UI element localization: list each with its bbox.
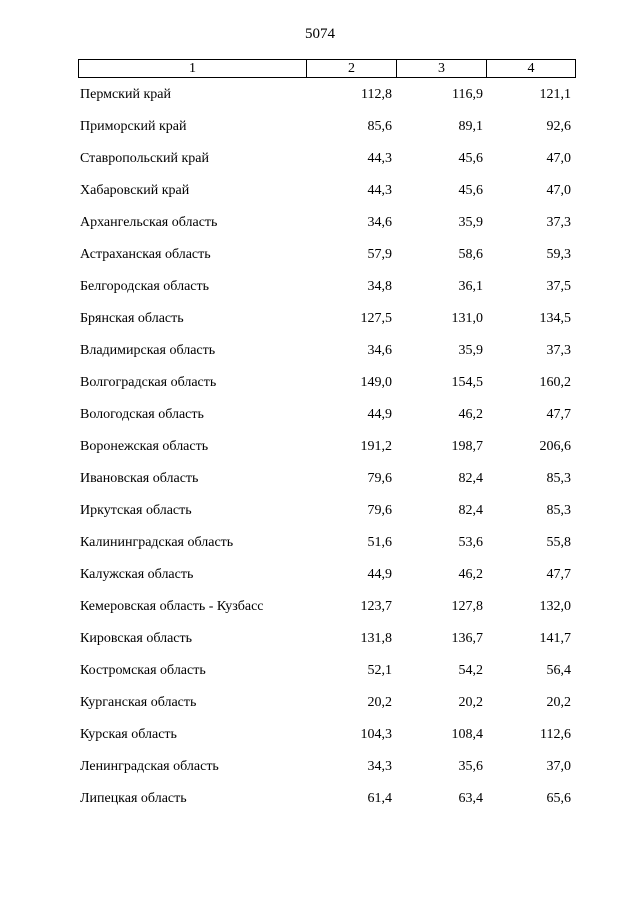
column-header-2: 2 <box>307 60 397 78</box>
value-col-4: 37,5 <box>546 279 571 294</box>
table-body <box>0 82 640 818</box>
value-col-3: 154,5 <box>451 375 483 390</box>
region-name: Приморский край <box>80 119 187 134</box>
value-col-2: 52,1 <box>367 663 392 678</box>
value-col-2: 112,8 <box>361 87 392 102</box>
value-col-2: 191,2 <box>360 439 392 454</box>
region-name: Кемеровская область - Кузбасс <box>80 599 264 614</box>
table-row <box>0 242 640 274</box>
region-name: Калужская область <box>80 567 194 582</box>
value-col-3: 45,6 <box>458 151 483 166</box>
value-col-2: 127,5 <box>360 311 392 326</box>
value-col-4: 141,7 <box>539 631 571 646</box>
table-row <box>0 786 640 818</box>
value-col-4: 65,6 <box>546 791 571 806</box>
value-col-2: 57,9 <box>367 247 392 262</box>
column-header-4: 4 <box>487 60 576 78</box>
table-row <box>0 210 640 242</box>
value-col-4: 37,3 <box>546 343 571 358</box>
region-name: Хабаровский край <box>80 183 190 198</box>
value-col-3: 82,4 <box>458 471 483 486</box>
value-col-3: 198,7 <box>451 439 483 454</box>
value-col-4: 85,3 <box>546 503 571 518</box>
value-col-2: 61,4 <box>367 791 392 806</box>
table-row <box>0 530 640 562</box>
value-col-4: 55,8 <box>546 535 571 550</box>
value-col-3: 35,9 <box>458 215 483 230</box>
value-col-4: 47,7 <box>546 567 571 582</box>
region-name: Кировская область <box>80 631 193 646</box>
value-col-3: 46,2 <box>458 407 483 422</box>
value-col-2: 34,6 <box>367 215 392 230</box>
value-col-3: 136,7 <box>451 631 483 646</box>
value-col-2: 104,3 <box>360 727 392 742</box>
value-col-2: 34,3 <box>367 759 392 774</box>
table-row <box>0 114 640 146</box>
value-col-3: 131,0 <box>451 311 483 326</box>
region-name: Астраханская область <box>80 247 211 262</box>
value-col-4: 56,4 <box>546 663 571 678</box>
column-header-row <box>79 60 576 78</box>
region-name: Курская область <box>80 727 177 742</box>
value-col-2: 79,6 <box>367 503 392 518</box>
value-col-2: 44,9 <box>367 407 392 422</box>
value-col-2: 123,7 <box>360 599 392 614</box>
value-col-4: 59,3 <box>546 247 571 262</box>
region-name: Ленинградская область <box>80 759 219 774</box>
region-name: Пермский край <box>80 87 171 102</box>
value-col-3: 46,2 <box>458 567 483 582</box>
value-col-3: 35,6 <box>458 759 483 774</box>
table-row <box>0 658 640 690</box>
value-col-4: 92,6 <box>546 119 571 134</box>
value-col-4: 134,5 <box>539 311 571 326</box>
table-row <box>0 722 640 754</box>
table-row <box>0 626 640 658</box>
region-name: Архангельская область <box>80 215 218 230</box>
column-header-table <box>78 59 576 78</box>
value-col-4: 37,3 <box>546 215 571 230</box>
value-col-3: 82,4 <box>458 503 483 518</box>
column-header-3: 3 <box>397 60 487 78</box>
region-name: Ставропольский край <box>80 151 209 166</box>
region-name: Липецкая область <box>80 791 187 806</box>
table-row <box>0 466 640 498</box>
value-col-3: 116,9 <box>452 87 483 102</box>
value-col-2: 149,0 <box>360 375 392 390</box>
region-name: Воронежская область <box>80 439 209 454</box>
value-col-4: 47,7 <box>546 407 571 422</box>
region-name: Белгородская область <box>80 279 210 294</box>
table-row <box>0 178 640 210</box>
table-row <box>0 338 640 370</box>
value-col-4: 20,2 <box>546 695 571 710</box>
page-number: 5074 <box>305 26 335 42</box>
value-col-2: 85,6 <box>367 119 392 134</box>
value-col-4: 47,0 <box>546 183 571 198</box>
region-name: Иркутская область <box>80 503 192 518</box>
value-col-3: 35,9 <box>458 343 483 358</box>
table-row <box>0 370 640 402</box>
region-name: Вологодская область <box>80 407 204 422</box>
value-col-4: 85,3 <box>546 471 571 486</box>
region-name: Калининградская область <box>80 535 234 550</box>
value-col-4: 112,6 <box>540 727 571 742</box>
value-col-3: 20,2 <box>458 695 483 710</box>
table-row <box>0 498 640 530</box>
value-col-3: 127,8 <box>451 599 483 614</box>
table-row <box>0 402 640 434</box>
table-row <box>0 594 640 626</box>
region-name: Волгоградская область <box>80 375 217 390</box>
table-row <box>0 274 640 306</box>
table-row <box>0 146 640 178</box>
value-col-4: 132,0 <box>539 599 571 614</box>
value-col-4: 160,2 <box>539 375 571 390</box>
value-col-2: 79,6 <box>367 471 392 486</box>
region-name: Костромская область <box>80 663 206 678</box>
value-col-2: 44,3 <box>367 151 392 166</box>
value-col-3: 58,6 <box>458 247 483 262</box>
table-row <box>0 690 640 722</box>
column-header-1: 1 <box>79 60 307 78</box>
table-row <box>0 562 640 594</box>
region-name: Курганская область <box>80 695 197 710</box>
table-row <box>0 82 640 114</box>
value-col-2: 34,8 <box>367 279 392 294</box>
value-col-2: 131,8 <box>360 631 392 646</box>
value-col-3: 108,4 <box>451 727 483 742</box>
value-col-3: 36,1 <box>458 279 483 294</box>
value-col-2: 44,3 <box>367 183 392 198</box>
value-col-2: 20,2 <box>367 695 392 710</box>
value-col-3: 63,4 <box>458 791 483 806</box>
table-row <box>0 754 640 786</box>
table-row <box>0 306 640 338</box>
value-col-3: 89,1 <box>458 119 483 134</box>
region-name: Владимирская область <box>80 343 216 358</box>
table-row <box>0 434 640 466</box>
value-col-4: 37,0 <box>546 759 571 774</box>
value-col-4: 206,6 <box>539 439 571 454</box>
value-col-2: 34,6 <box>367 343 392 358</box>
value-col-3: 54,2 <box>458 663 483 678</box>
region-name: Брянская область <box>80 311 184 326</box>
value-col-4: 47,0 <box>546 151 571 166</box>
value-col-3: 45,6 <box>458 183 483 198</box>
value-col-3: 53,6 <box>458 535 483 550</box>
value-col-2: 44,9 <box>367 567 392 582</box>
value-col-2: 51,6 <box>367 535 392 550</box>
value-col-4: 121,1 <box>539 87 571 102</box>
region-name: Ивановская область <box>80 471 199 486</box>
